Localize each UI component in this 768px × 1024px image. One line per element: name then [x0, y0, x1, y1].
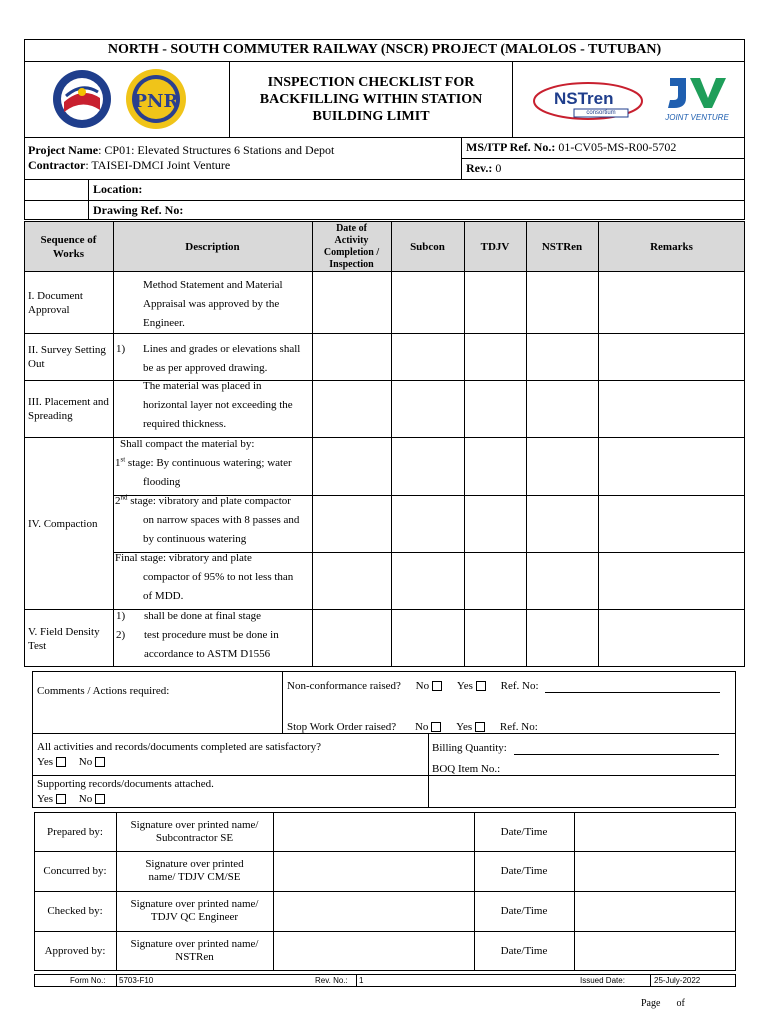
col-tdjv: TDJV	[480, 240, 510, 253]
jv-logo: JOINT VENTURE	[660, 76, 732, 126]
desc-document-approval: Method Statement and Material Appraisal was approved by the Engineer.	[143, 279, 283, 329]
concurred-by-date-label: Date/Time	[500, 865, 548, 877]
col-description: Description	[185, 240, 240, 253]
location-label: Location:	[93, 182, 143, 196]
concurred-by-date-field[interactable]	[575, 852, 735, 891]
concurred-by-label: Concurred by:	[43, 865, 107, 877]
checklist-title: INSPECTION CHECKLIST FOR BACKFILLING WITHIN STATION BUILDING LIMIT	[259, 74, 483, 124]
supporting-line: Supporting records/documents attached. Yes No	[37, 778, 214, 805]
prepared-by-label: Prepared by:	[47, 825, 103, 838]
approved-by-signature-caption: Signature over printed name/ NSTRen	[130, 938, 259, 963]
supporting-no-checkbox[interactable]	[95, 794, 105, 804]
issued-date-label: Issued Date:	[580, 976, 625, 985]
all-activities-line: All activities and records/documents completed are satisfactory? Yes No	[37, 741, 322, 768]
desc-compaction-stage2: 2nd stage: vibratory and plate compactor on narrow spaces with 8 passes and by continuous watering	[115, 493, 300, 545]
project-title: NORTH - SOUTH COMMUTER RAILWAY (NSCR) PROJECT (MALOLOS - TUTUBAN)	[107, 42, 662, 57]
col-subcon: Subcon	[410, 240, 445, 253]
seq-survey-setting-out: II. Survey Setting Out	[28, 344, 106, 370]
ms-itp-line: MS/ITP Ref. No.: 01-CV05-MS-R00-5702	[466, 140, 677, 154]
all-done-no-checkbox[interactable]	[95, 757, 105, 767]
col-sequence: Sequence of Works	[40, 233, 97, 260]
billing-field[interactable]	[514, 754, 719, 755]
supporting-yes-checkbox[interactable]	[56, 794, 66, 804]
col-nstren: NSTRen	[541, 240, 583, 253]
dotr-seal-icon	[52, 68, 112, 130]
svg-text:PNR: PNR	[133, 91, 179, 112]
rev-no-value: 1	[359, 976, 364, 985]
boq-line: BOQ Item No.:	[432, 762, 732, 776]
rev-line: Rev.: 0	[466, 161, 502, 175]
checked-by-signature-field[interactable]	[274, 892, 474, 931]
approved-by-label: Approved by:	[44, 945, 106, 957]
ncr-line: Non-conformance raised? No Yes Ref. No:	[287, 679, 733, 693]
desc-field-density-test: 1) shall be done at final stage 2) test procedure must be done in accordance to ASTM D1556	[116, 610, 279, 660]
contractor-line: Contractor: TAISEI-DMCI Joint Venture	[28, 158, 231, 172]
page-number: Page of	[641, 998, 685, 1009]
col-remarks: Remarks	[650, 240, 693, 253]
ncr-ref-field[interactable]	[545, 692, 720, 693]
swo-no-checkbox[interactable]	[431, 722, 441, 732]
seq-compaction: IV. Compaction	[28, 517, 98, 530]
project-name-line: Project Name: CP01: Elevated Structures 6 Stations and Depot	[28, 143, 335, 157]
prepared-by-date-label: Date/Time	[500, 825, 548, 838]
rev-no-label: Rev. No.:	[315, 976, 348, 985]
ncr-no-checkbox[interactable]	[432, 681, 442, 691]
checked-by-date-label: Date/Time	[500, 905, 548, 917]
desc-survey-setting-out: 1) Lines and grades or elevations shall be as per approved drawing.	[116, 343, 301, 374]
desc-compaction-stage1: Shall compact the material by: 1st stage: By continuous watering; water flooding	[115, 438, 292, 488]
prepared-by-signature-caption: Signature over printed name/ Subcontractor SE	[130, 818, 259, 844]
billing-line: Billing Quantity:	[432, 741, 732, 755]
prepared-by-date-field[interactable]	[575, 813, 735, 851]
comments-label: Comments / Actions required:	[37, 685, 170, 697]
nstren-logo: NSTren consortium	[532, 80, 644, 122]
swo-ref-field[interactable]	[545, 733, 720, 734]
seq-document-approval: I. Document Approval	[28, 289, 83, 316]
form-no-label: Form No.:	[70, 976, 106, 985]
checked-by-label: Checked by:	[47, 905, 103, 917]
form-no-value: 5703-F10	[119, 976, 154, 985]
boq-field[interactable]	[507, 775, 720, 776]
approved-by-date-field[interactable]	[575, 932, 735, 971]
approved-by-date-label: Date/Time	[500, 945, 548, 957]
seq-placement-spreading: III. Placement and Spreading	[28, 396, 109, 422]
concurred-by-signature-caption: Signature over printed name/ TDJV CM/SE	[145, 858, 244, 883]
pnr-seal-icon	[125, 68, 187, 130]
approved-by-signature-field[interactable]	[274, 932, 474, 971]
drawing-ref-label: Drawing Ref. No:	[93, 203, 184, 217]
ncr-yes-checkbox[interactable]	[476, 681, 486, 691]
checked-by-signature-caption: Signature over printed name/ TDJV QC Engineer	[130, 898, 259, 923]
desc-compaction-final: Final stage: vibratory and plate compactor of 95% to not less than of MDD.	[115, 552, 294, 602]
all-done-yes-checkbox[interactable]	[56, 757, 66, 767]
swo-line: Stop Work Order raised? No Yes Ref. No:	[287, 720, 733, 734]
swo-yes-checkbox[interactable]	[475, 722, 485, 732]
col-date: Date of Activity Completion / Inspection	[323, 222, 380, 270]
issued-date-value: 25-July-2022	[654, 976, 701, 985]
concurred-by-signature-field[interactable]	[274, 852, 474, 891]
seq-field-density-test: V. Field Density Test	[28, 625, 100, 652]
prepared-by-signature-field[interactable]	[274, 813, 474, 851]
desc-placement-spreading: The material was placed in horizontal layer not exceeding the required thickness.	[143, 380, 293, 430]
checked-by-date-field[interactable]	[575, 892, 735, 931]
